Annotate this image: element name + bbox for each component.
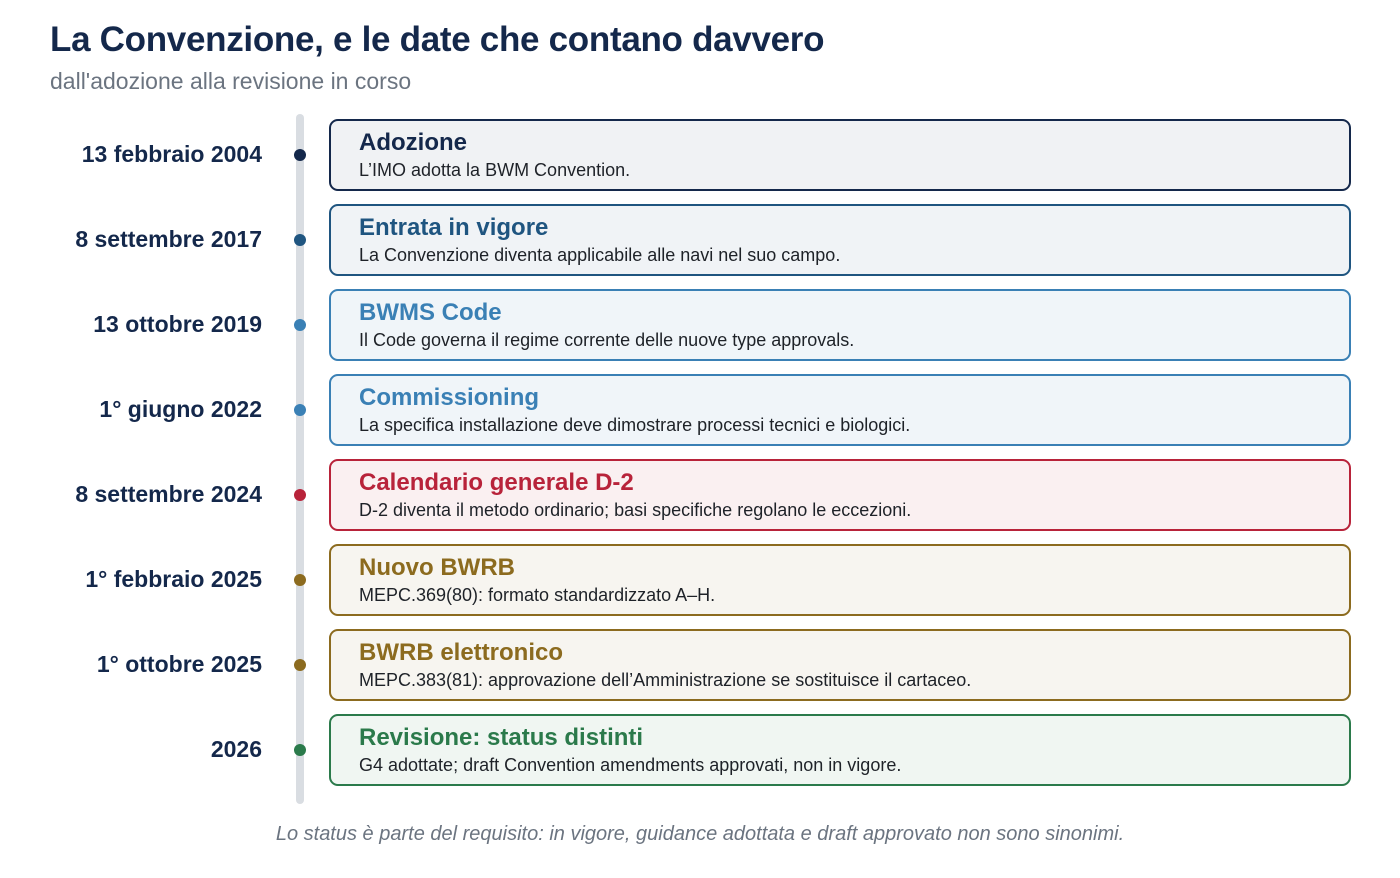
event-date: 1° giugno 2022 xyxy=(99,396,262,422)
page-title: La Convenzione, e le date che contano davvero xyxy=(50,20,825,59)
event-title: Calendario generale D-2 xyxy=(359,469,634,496)
event-title: Entrata in vigore xyxy=(359,214,549,241)
event-marker-dot xyxy=(294,319,306,331)
event-date: 8 settembre 2024 xyxy=(75,481,262,507)
event-date: 8 settembre 2017 xyxy=(75,226,262,252)
event-card xyxy=(329,374,1351,446)
event-description: La Convenzione diventa applicabile alle navi nel suo campo. xyxy=(359,245,841,265)
event-marker-dot xyxy=(294,489,306,501)
event-marker-dot xyxy=(294,404,306,416)
timeline-event xyxy=(0,459,1400,531)
event-description: D-2 diventa il metodo ordinario; basi specifiche regolano le eccezioni. xyxy=(359,500,912,520)
event-date: 1° ottobre 2025 xyxy=(96,651,262,677)
event-title: Adozione xyxy=(359,129,467,156)
event-description: Il Code governa il regime corrente delle nuove type approvals. xyxy=(359,330,855,350)
event-description: La specifica installazione deve dimostrare processi tecnici e biologici. xyxy=(359,415,911,435)
event-card xyxy=(329,119,1351,191)
event-card xyxy=(329,714,1351,786)
event-description: MEPC.369(80): formato standardizzato A–H. xyxy=(359,585,716,605)
timeline-event xyxy=(0,714,1400,786)
event-description: G4 adottate; draft Convention amendments approvati, non in vigore. xyxy=(359,755,902,775)
event-card xyxy=(329,544,1351,616)
event-description: MEPC.383(81): approvazione dell’Amministrazione se sostituisce il cartaceo. xyxy=(359,670,972,690)
event-card xyxy=(329,459,1351,531)
event-card xyxy=(329,629,1351,701)
timeline-event xyxy=(0,289,1400,361)
event-date: 1° febbraio 2025 xyxy=(85,566,262,592)
event-card xyxy=(329,289,1351,361)
event-marker-dot xyxy=(294,149,306,161)
page-subtitle: dall'adozione alla revisione in corso xyxy=(50,68,412,94)
event-date: 13 febbraio 2004 xyxy=(81,141,262,167)
timeline-event xyxy=(0,204,1400,276)
event-date: 13 ottobre 2019 xyxy=(93,311,262,337)
event-title: BWRB elettronico xyxy=(359,639,563,666)
timeline-event xyxy=(0,544,1400,616)
event-date: 2026 xyxy=(210,736,262,762)
timeline-event xyxy=(0,629,1400,701)
timeline-event xyxy=(0,119,1400,191)
event-marker-dot xyxy=(294,234,306,246)
event-marker-dot xyxy=(294,574,306,586)
footnote: Lo status è parte del requisito: in vigore, guidance adottata e draft approvato non sono sinonimi. xyxy=(275,823,1125,845)
event-title: Revisione: status distinti xyxy=(359,724,644,751)
event-card xyxy=(329,204,1351,276)
event-marker-dot xyxy=(294,659,306,671)
event-title: Nuovo BWRB xyxy=(359,554,515,581)
event-title: BWMS Code xyxy=(359,299,502,326)
event-title: Commissioning xyxy=(359,384,540,411)
event-description: L’IMO adotta la BWM Convention. xyxy=(359,160,631,180)
event-marker-dot xyxy=(294,744,306,756)
timeline-event xyxy=(0,374,1400,446)
